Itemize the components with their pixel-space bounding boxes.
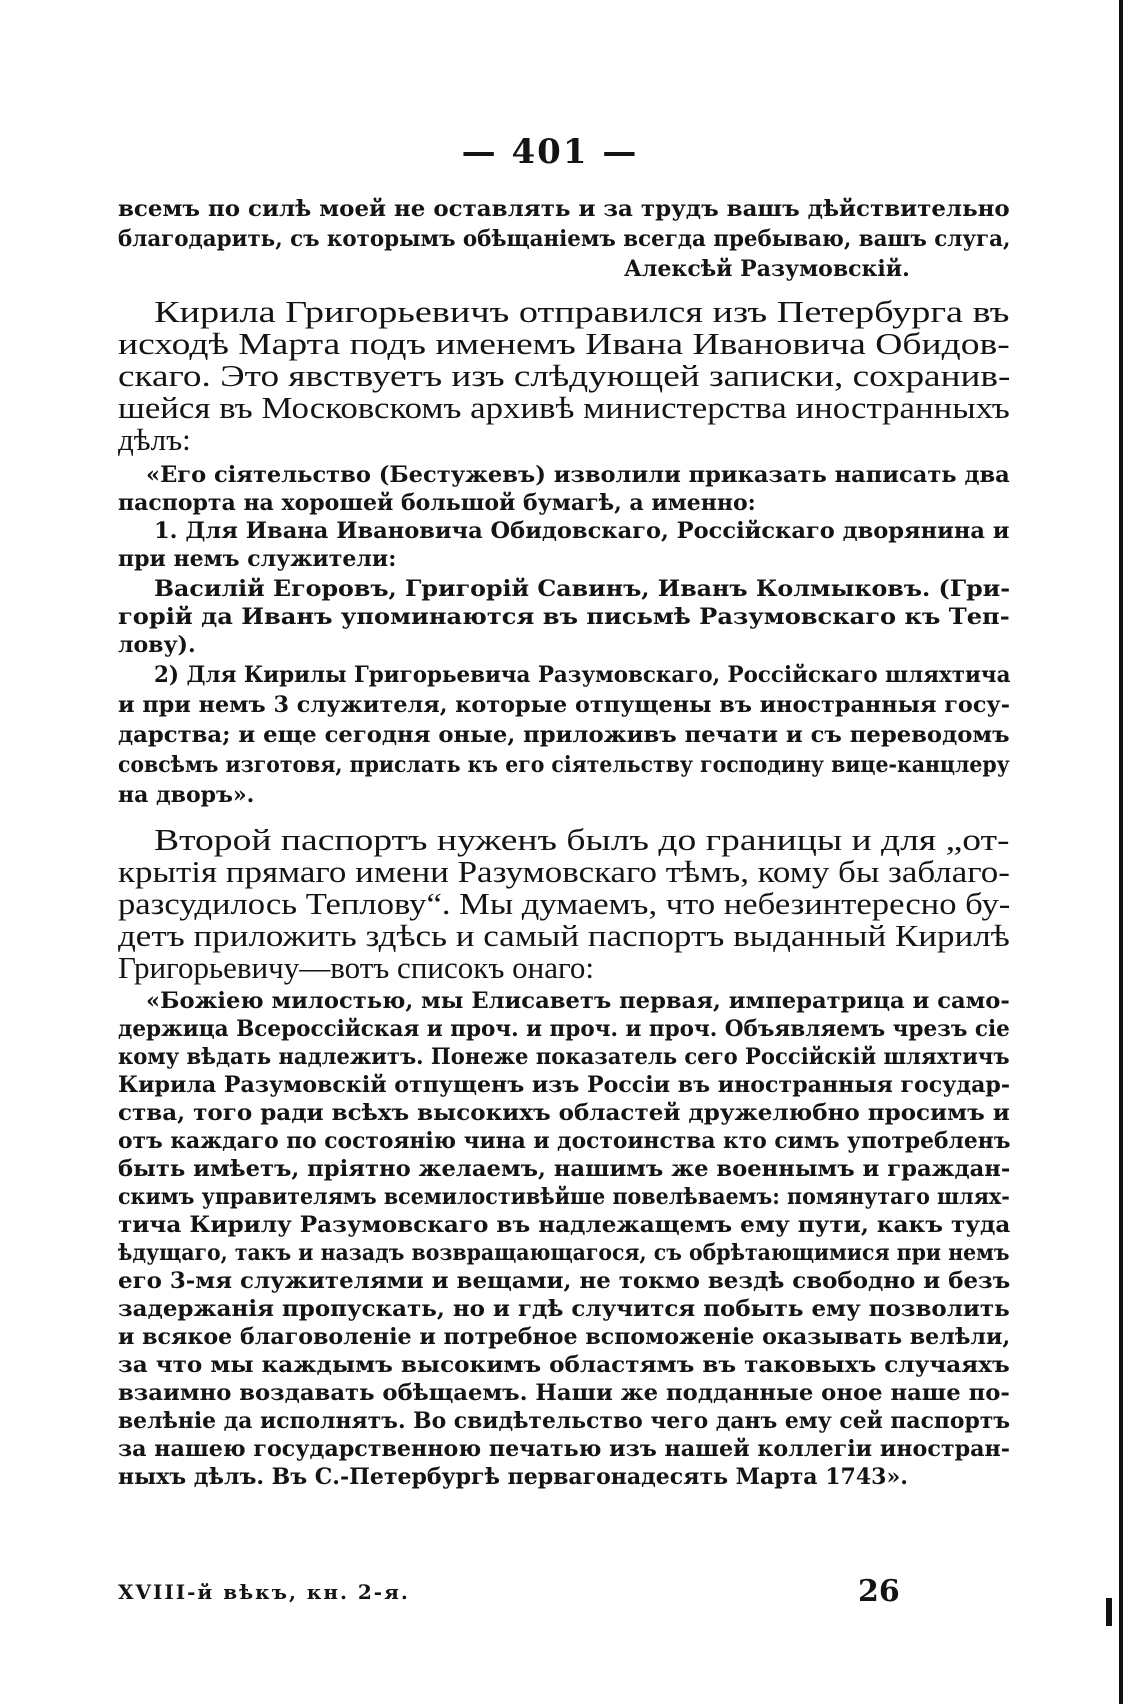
text-line: детъ приложить здѣсь и самый паспортъ выданный Кирилѣ <box>118 918 1010 953</box>
text-line: Второй паспортъ нуженъ былъ до границы и для „от- <box>154 822 1010 857</box>
text-line: дарства; и еще сегодня оные, приложивъ печати и съ переводомъ <box>118 722 1010 748</box>
text-line: задержанія пропускать, но и гдѣ случится побыть ему позволить <box>118 1296 1010 1322</box>
text-line: Алексѣй Разумовскій. <box>624 256 910 282</box>
text-line: его 3-мя служителями и вещами, не токмо вездѣ свободно и безъ <box>118 1268 1011 1294</box>
text-line: отъ каждаго по состоянію чина и достоинства кто симъ употребленъ <box>118 1128 1011 1154</box>
text-line: «Его сіятельство (Бестужевъ) изволили приказать написать два <box>146 462 1010 488</box>
text-line: «Божіею милостью, мы Елисаветъ первая, императрица и само- <box>146 988 1010 1014</box>
text-line: при немъ служители: <box>118 546 397 572</box>
text-line: Кирила Григорьевичъ отправился изъ Петербурга въ <box>154 294 1010 329</box>
text-line: держица Всероссійская и проч. и проч. и проч. Объявляемъ чрезъ сіе <box>118 1016 1010 1042</box>
page-edge-mark <box>1106 1598 1112 1626</box>
text-line: быть имѣетъ, пріятно желаемъ, нашимъ же военнымъ и граждан- <box>118 1156 1011 1182</box>
text-line: паспорта на хорошей большой бумагѣ, а именно: <box>118 490 756 516</box>
text-line: лову). <box>118 632 196 658</box>
text-line: исходѣ Марта подъ именемъ Ивана Ивановича Обидов- <box>118 326 1010 361</box>
text-line: горій да Иванъ упоминаются въ письмѣ Разумовскаго къ Теп- <box>118 604 1010 630</box>
footer-signature: XVIII-й вѣкъ, кн. 2-я. <box>118 1580 410 1604</box>
text-line: совсѣмъ изготовя, прислать къ его сіятельству господину вице-канцлеру <box>118 752 1010 778</box>
text-line: всемъ по силѣ моей не оставлять и за трудъ вашъ дѣйствительно <box>118 196 1010 222</box>
text-line: за нашею государственною печатью изъ нашей коллегіи иностран- <box>118 1436 1011 1462</box>
text-line: за что мы каждымъ высокимъ областямъ въ таковыхъ случаяхъ <box>118 1352 1010 1378</box>
text-line: кому вѣдать надлежитъ. Понеже показатель сего Россійскій шляхтичъ <box>118 1044 1010 1070</box>
text-line: и при немъ 3 служителя, которые отпущены въ иностранныя госу- <box>118 692 1010 718</box>
text-line: 1. Для Ивана Ивановича Обидовскаго, Россійскаго дворянина и <box>154 518 1010 544</box>
text-line: взаимно воздавать обѣщаемъ. Наши же подданные оное наше по- <box>118 1380 1010 1406</box>
text-line: ства, того ради всѣхъ высокихъ областей дружелюбно просимъ и <box>118 1100 1010 1126</box>
text-line: благодарить, съ которымъ обѣщаніемъ всегда пребываю, вашъ слуга, <box>118 226 1011 252</box>
text-line: на дворъ». <box>118 782 255 808</box>
text-line: ѣдущаго, такъ и назадъ возвращающагося, съ обрѣтающимися при немъ <box>118 1240 1010 1266</box>
text-line: скимъ управителямъ всемилостивѣйше повелѣваемъ: помянутаго шлях- <box>118 1184 1010 1210</box>
text-line: скаго. Это явствуетъ изъ слѣдующей записки, сохранив- <box>118 358 1011 393</box>
text-line: тича Кирилу Разумовскаго въ надлежащемъ ему пути, какъ туда <box>118 1212 1011 1238</box>
text-line: разсудилось Теплову“. Мы думаемъ, что небезинтересно бу- <box>118 886 1011 921</box>
text-line: велѣніе да исполнятъ. Во свидѣтельство чего данъ ему сей паспортъ <box>118 1408 1011 1434</box>
text-line: ныхъ дѣлъ. Въ С.-Петербургѣ первагонадесять Марта 1743». <box>118 1464 908 1490</box>
text-line: Кирила Разумовскій отпущенъ изъ Россіи въ иностранныя государ- <box>118 1072 1011 1098</box>
text-line: Василій Егоровъ, Григорій Савинъ, Иванъ Колмыковъ. (Гри- <box>154 576 1011 602</box>
text-line: Григорьевичу—вотъ списокъ онаго: <box>118 950 595 985</box>
text-line: шейся въ Московскомъ архивѣ министерства иностранныхъ <box>118 390 1010 425</box>
text-line: крытія прямаго имени Разумовскаго тѣмъ, кому бы заблаго- <box>118 854 1010 889</box>
footer-sheet-number: 26 <box>858 1574 900 1609</box>
text-line: 2) Для Кирилы Григорьевича Разумовскаго, Россійскаго шляхтича <box>154 662 1011 688</box>
text-line: дѣлъ: <box>118 422 191 457</box>
page-number: — 401 — <box>461 132 639 172</box>
page-edge-line <box>1119 0 1123 1704</box>
text-line: и всякое благоволеніе и потребное вспоможеніе оказывать велѣли, <box>118 1324 1011 1350</box>
